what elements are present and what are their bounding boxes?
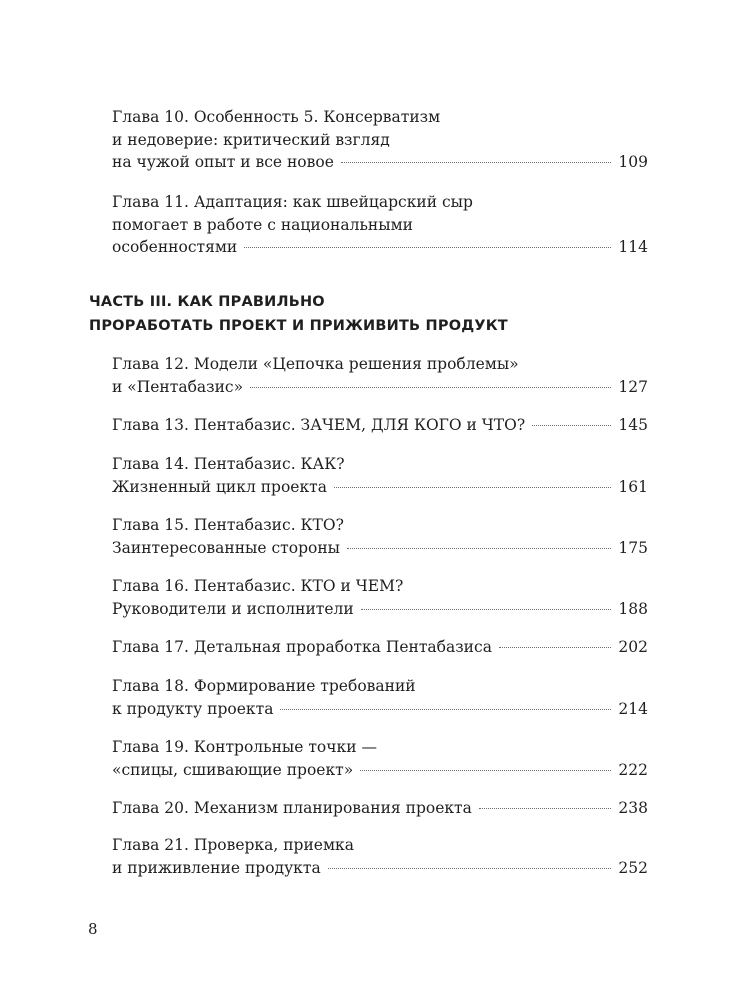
dot-leader bbox=[341, 162, 612, 163]
dot-leader bbox=[334, 487, 611, 488]
part-heading-line: ПРОРАБОТАТЬ ПРОЕКТ И ПРИЖИВИТЬ ПРОДУКТ bbox=[89, 318, 508, 334]
part-heading bbox=[89, 290, 649, 338]
toc-entry[interactable] bbox=[112, 106, 648, 174]
toc-entry[interactable] bbox=[112, 514, 648, 559]
dot-leader bbox=[280, 709, 611, 710]
toc-entry-title-line: и «Пентабазис» bbox=[112, 377, 244, 396]
toc-entry-title-line: Руководители и исполнители bbox=[112, 599, 354, 618]
toc-entry[interactable] bbox=[112, 414, 648, 437]
toc-entry-title-line: Глава 12. Модели «Цепочка решения проблемы» bbox=[112, 355, 519, 373]
toc-entry-title-line: Глава 19. Контрольные точки — bbox=[112, 738, 377, 756]
toc-page-number: 238 bbox=[618, 799, 648, 817]
toc-page-number: 202 bbox=[618, 638, 648, 656]
toc-entry-title-line: и недоверие: критический взгляд bbox=[112, 130, 390, 149]
dot-leader bbox=[499, 647, 611, 648]
page-number: 8 bbox=[88, 920, 98, 938]
toc-entry-title-line: особенностями bbox=[112, 238, 238, 256]
dot-leader bbox=[479, 808, 612, 809]
toc-entry-title-line: Глава 18. Формирование требований bbox=[112, 677, 416, 695]
toc-entry-title-line: Глава 14. Пентабазис. КАК? bbox=[112, 455, 345, 473]
toc-page-number: 214 bbox=[618, 699, 648, 718]
toc-entry-title-line: Глава 10. Особенность 5. Консерватизм bbox=[112, 108, 441, 126]
dot-leader bbox=[250, 387, 611, 388]
toc-entry-last-line bbox=[112, 476, 648, 499]
toc-entry[interactable] bbox=[112, 636, 648, 659]
toc-entry-title-line: Глава 13. Пентабазис. ЗАЧЕМ, ДЛЯ КОГО и ЧТО? bbox=[112, 416, 526, 434]
toc-entry-title-line: Глава 17. Детальная проработка Пентабазиса bbox=[112, 638, 492, 656]
toc-entry-last-line bbox=[112, 759, 648, 782]
toc-page-number: 222 bbox=[618, 760, 648, 779]
toc-entry-title-line: и приживление продукта bbox=[112, 858, 321, 877]
toc-entry-title-line: Глава 20. Механизм планирования проекта bbox=[112, 799, 472, 817]
toc-entry-title-line: «спицы, сшивающие проект» bbox=[112, 760, 354, 779]
toc-entry-title-line: Жизненный цикл проекта bbox=[112, 477, 327, 496]
toc-page-number: 161 bbox=[618, 477, 648, 496]
dot-leader bbox=[347, 548, 611, 549]
toc-entry-title-line: Глава 21. Проверка, приемка bbox=[112, 836, 354, 854]
toc-entry-title-line: помогает в работе с национальными bbox=[112, 215, 413, 234]
toc-page-number: 127 bbox=[618, 377, 648, 396]
toc-entry-title-line: Глава 15. Пентабазис. КТО? bbox=[112, 516, 344, 534]
toc-entry-last-line bbox=[112, 414, 648, 437]
toc-page-number: 145 bbox=[618, 416, 648, 434]
toc-entry-title-line: Глава 16. Пентабазис. КТО и ЧЕМ? bbox=[112, 577, 404, 595]
dot-leader bbox=[328, 868, 612, 869]
toc-entry[interactable] bbox=[112, 675, 648, 720]
toc-entry-last-line bbox=[112, 537, 648, 560]
toc-entry[interactable] bbox=[112, 797, 648, 820]
toc-entry[interactable] bbox=[112, 834, 648, 879]
part-heading-line: ЧАСТЬ III. КАК ПРАВИЛЬНО bbox=[89, 294, 325, 310]
toc-page-number: 175 bbox=[618, 538, 648, 557]
dot-leader bbox=[360, 770, 611, 771]
toc-entry-title-line: Глава 11. Адаптация: как швейцарский сыр bbox=[112, 193, 473, 211]
toc-entry-title-line: к продукту проекта bbox=[112, 699, 274, 718]
dot-leader bbox=[361, 609, 612, 610]
toc-entry[interactable] bbox=[112, 736, 648, 781]
toc-entry-last-line bbox=[112, 698, 648, 721]
toc-entry-last-line bbox=[112, 857, 648, 880]
toc-entry-last-line bbox=[112, 376, 648, 399]
toc-entry-last-line bbox=[112, 151, 648, 174]
toc-page-number: 114 bbox=[618, 238, 648, 256]
toc-entry[interactable] bbox=[112, 353, 648, 398]
toc-entry-title-line: Заинтересованные стороны bbox=[112, 538, 340, 557]
toc-entry-last-line bbox=[112, 797, 648, 820]
toc-page-number: 252 bbox=[618, 858, 648, 877]
toc-entry[interactable] bbox=[112, 191, 648, 259]
toc-entry-last-line bbox=[112, 598, 648, 621]
dot-leader bbox=[244, 247, 611, 248]
toc-entry[interactable] bbox=[112, 453, 648, 498]
toc-entry[interactable] bbox=[112, 575, 648, 620]
dot-leader bbox=[532, 425, 611, 426]
toc-page-number: 188 bbox=[618, 599, 648, 618]
toc-entry-title-line: на чужой опыт и все новое bbox=[112, 153, 334, 171]
toc-page-number: 109 bbox=[618, 153, 648, 171]
toc-entry-last-line bbox=[112, 636, 648, 659]
toc-entry-last-line bbox=[112, 236, 648, 259]
